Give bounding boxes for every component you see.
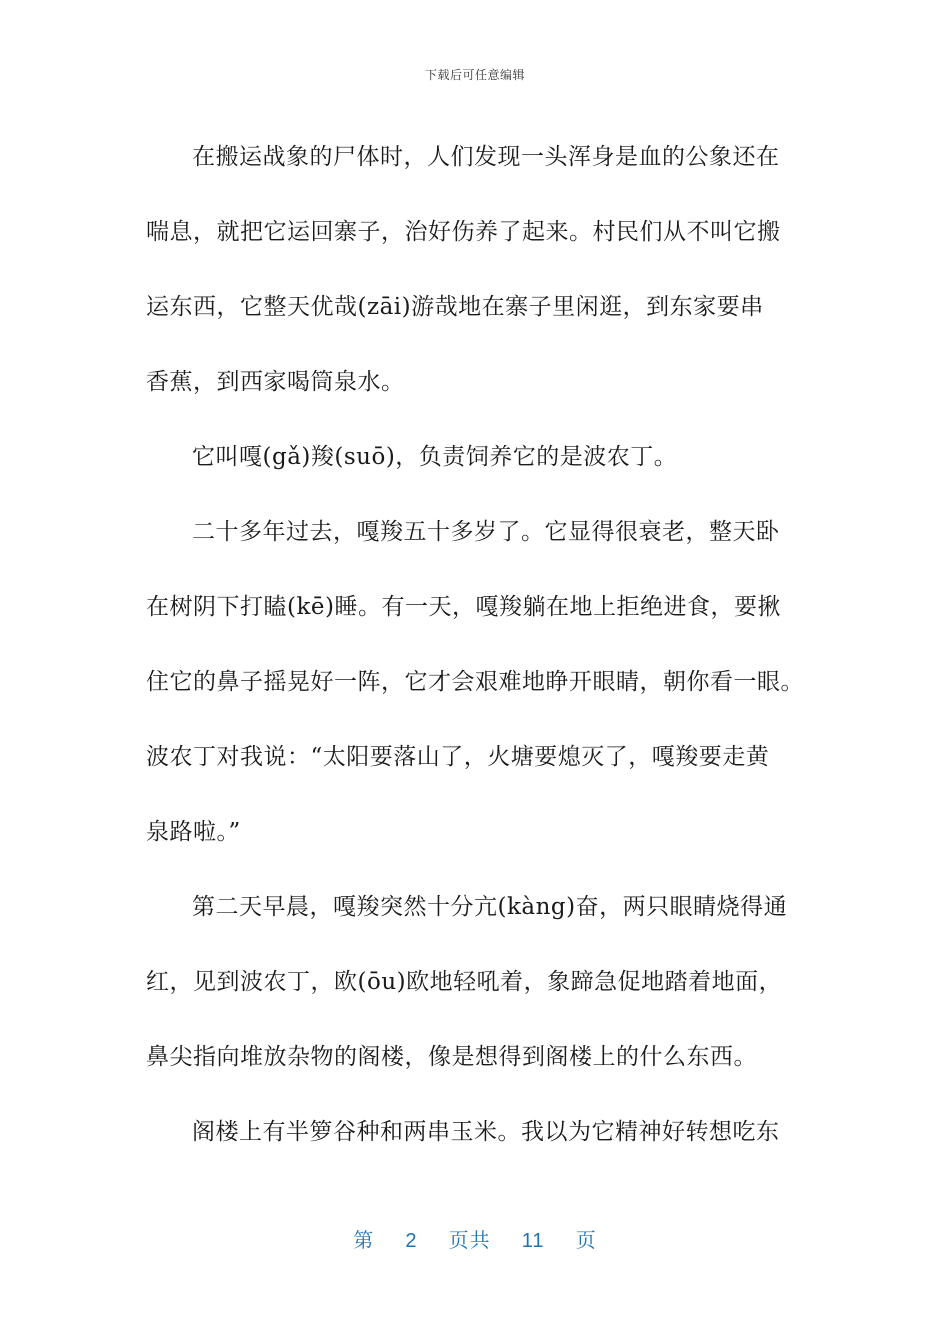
footer-middle: 页共 xyxy=(448,1230,491,1252)
footer-total-pages: 11 xyxy=(521,1230,545,1252)
text-line: 香蕉，到西家喝筒泉水。 xyxy=(146,369,405,395)
text-line: 它叫嘎(gǎ)羧(suō)，负责饲养它的是波农丁。 xyxy=(192,444,678,470)
text-line: 二十多年过去，嘎羧五十多岁了。它显得很衰老，整天卧 xyxy=(192,519,780,545)
footer-prefix: 第 xyxy=(353,1230,375,1252)
page-footer xyxy=(0,1224,950,1253)
text-line: 第二天早晨，嘎羧突然十分亢(kàng)奋，两只眼睛烧得通 xyxy=(192,894,788,920)
text-line: 鼻尖指向堆放杂物的阁楼，像是想得到阁楼上的什么东西。 xyxy=(146,1044,757,1070)
text-line: 红，见到波农丁，欧(ōu)欧地轻吼着，象蹄急促地踏着地面， xyxy=(146,969,783,995)
text-line: 运东西，它整天优哉(zāi)游哉地在寨子里闲逛，到东家要串 xyxy=(146,294,764,320)
text-line: 住它的鼻子摇晃好一阵，它才会艰难地睁开眼睛，朝你看一眼。 xyxy=(146,669,804,695)
text-line: 波农丁对我说：“太阳要落山了，火塘要熄灭了，嘎羧要走黄 xyxy=(146,744,770,770)
body-text xyxy=(146,120,806,1170)
text-line: 阁楼上有半箩谷种和两串玉米。我以为它精神好转想吃东 xyxy=(192,1119,780,1145)
text-line: 喘息，就把它运回寨子，治好伤养了起来。村民们从不叫它搬 xyxy=(146,219,781,245)
text-line: 在树阴下打瞌(kē)睡。有一天，嘎羧躺在地上拒绝进食，要揪 xyxy=(146,594,781,620)
paragraph xyxy=(146,1095,806,1170)
paragraph xyxy=(146,870,806,1095)
text-line: 在搬运战象的尸体时，人们发现一头浑身是血的公象还在 xyxy=(192,144,780,170)
paragraph xyxy=(146,120,806,420)
header-note: 下载后可任意编辑 xyxy=(424,68,525,82)
footer-suffix: 页 xyxy=(575,1230,597,1252)
footer-current-page: 2 xyxy=(405,1230,418,1252)
paragraph xyxy=(146,420,806,495)
paragraph xyxy=(146,495,806,870)
text-line: 泉路啦。” xyxy=(146,819,241,845)
